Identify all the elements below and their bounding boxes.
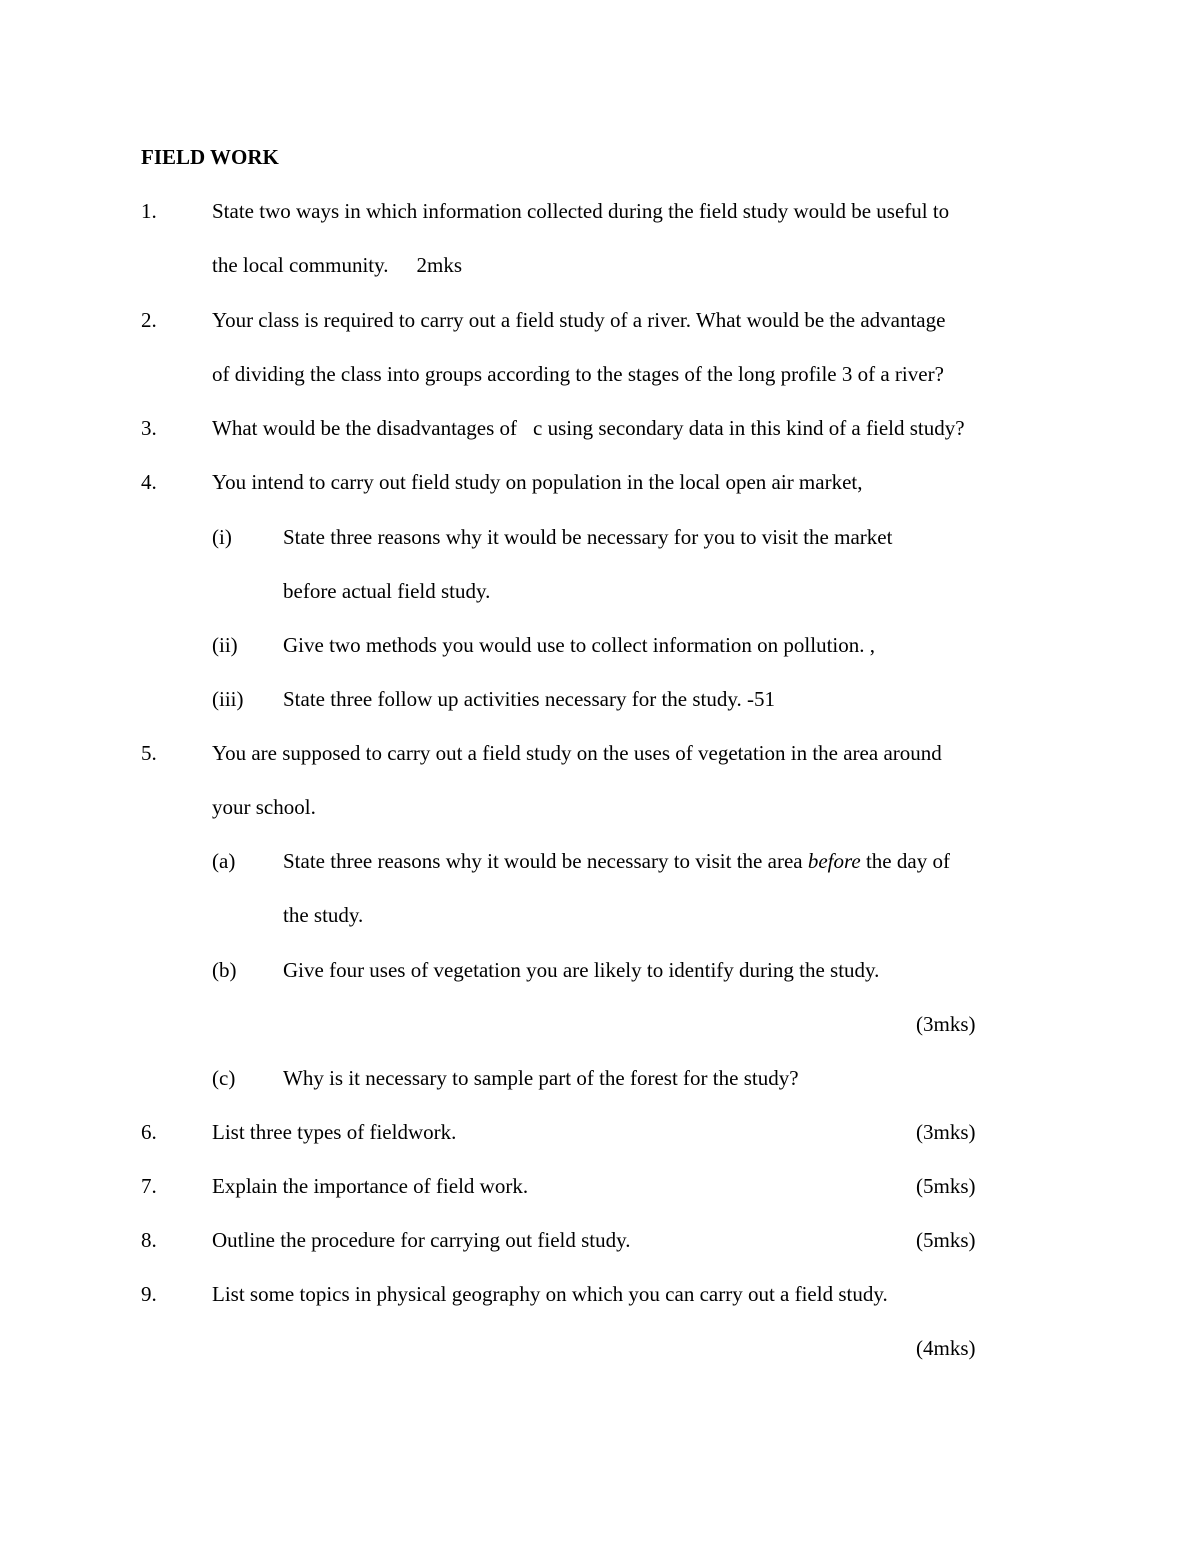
- question-4-iii-label: (iii): [212, 687, 244, 711]
- question-6-marks: (3mks): [916, 1120, 976, 1144]
- question-5-a-line-2: the study.: [283, 903, 364, 927]
- question-4-text: You intend to carry out field study on population in the local open air market,: [212, 470, 863, 494]
- question-4-ii-label: (ii): [212, 633, 238, 657]
- question-5-b-label: (b): [212, 958, 237, 982]
- question-1-marks: 2mks: [416, 253, 463, 277]
- question-5-line-2: your school.: [212, 795, 316, 819]
- question-1-line-2-text: the local community.: [212, 253, 389, 277]
- question-number-5: 5.: [141, 741, 157, 765]
- question-number-3: 3.: [141, 416, 157, 440]
- question-3-line: [212, 415, 965, 441]
- question-5-line-1: You are supposed to carry out a field study on the uses of vegetation in the area around: [212, 741, 942, 765]
- question-9-text: List some topics in physical geography on which you can carry out a field study.: [212, 1282, 888, 1306]
- question-9-marks: (4mks): [916, 1336, 976, 1360]
- page-title: FIELD WORK: [141, 145, 279, 169]
- question-4-i-line-2: before actual field study.: [283, 579, 491, 603]
- question-number-9: 9.: [141, 1282, 157, 1306]
- question-4-iii-text: State three follow up activities necessary for the study. -51: [283, 687, 775, 711]
- question-4-ii-text: Give two methods you would use to collect information on pollution. ,: [283, 633, 876, 657]
- question-number-1: 1.: [141, 199, 157, 223]
- question-6-text: List three types of fieldwork.: [212, 1120, 457, 1144]
- question-number-7: 7.: [141, 1174, 157, 1198]
- question-4-i-line-1: State three reasons why it would be necessary for you to visit the market: [283, 525, 893, 549]
- question-8-text: Outline the procedure for carrying out field study.: [212, 1228, 631, 1252]
- question-2-line-1: Your class is required to carry out a field study of a river. What would be the advantage: [212, 308, 946, 332]
- question-5-a-label: (a): [212, 849, 236, 873]
- question-5-c-text: Why is it necessary to sample part of the forest for the study?: [283, 1066, 799, 1090]
- question-5-a-post: the day of: [860, 849, 950, 873]
- question-number-6: 6.: [141, 1120, 157, 1144]
- question-8-marks: (5mks): [916, 1228, 976, 1252]
- question-number-2: 2.: [141, 308, 157, 332]
- question-number-4: 4.: [141, 470, 157, 494]
- question-number-8: 8.: [141, 1228, 157, 1252]
- question-1-line-1: State two ways in which information collected during the field study would be useful to: [212, 199, 950, 223]
- question-2-line-2: of dividing the class into groups according to the stages of the long profile 3 of a river?: [212, 362, 944, 386]
- question-5-b-text: Give four uses of vegetation you are likely to identify during the study.: [283, 958, 880, 982]
- question-5-c-label: (c): [212, 1066, 236, 1090]
- question-4-i-label: (i): [212, 525, 232, 549]
- question-5-a-pre: State three reasons why it would be necessary to visit the area: [283, 849, 808, 873]
- question-1-line-2: [212, 252, 462, 278]
- question-5-a-emphasis: before: [807, 849, 861, 873]
- question-5-b-marks: (3mks): [916, 1012, 976, 1036]
- question-7-text: Explain the importance of field work.: [212, 1174, 529, 1198]
- question-3-text-b: c using secondary data in this kind of a field study?: [533, 416, 965, 440]
- question-7-marks: (5mks): [916, 1174, 976, 1198]
- question-5-a-line-1: [283, 848, 950, 874]
- question-3-text-a: What would be the disadvantages of: [212, 416, 517, 440]
